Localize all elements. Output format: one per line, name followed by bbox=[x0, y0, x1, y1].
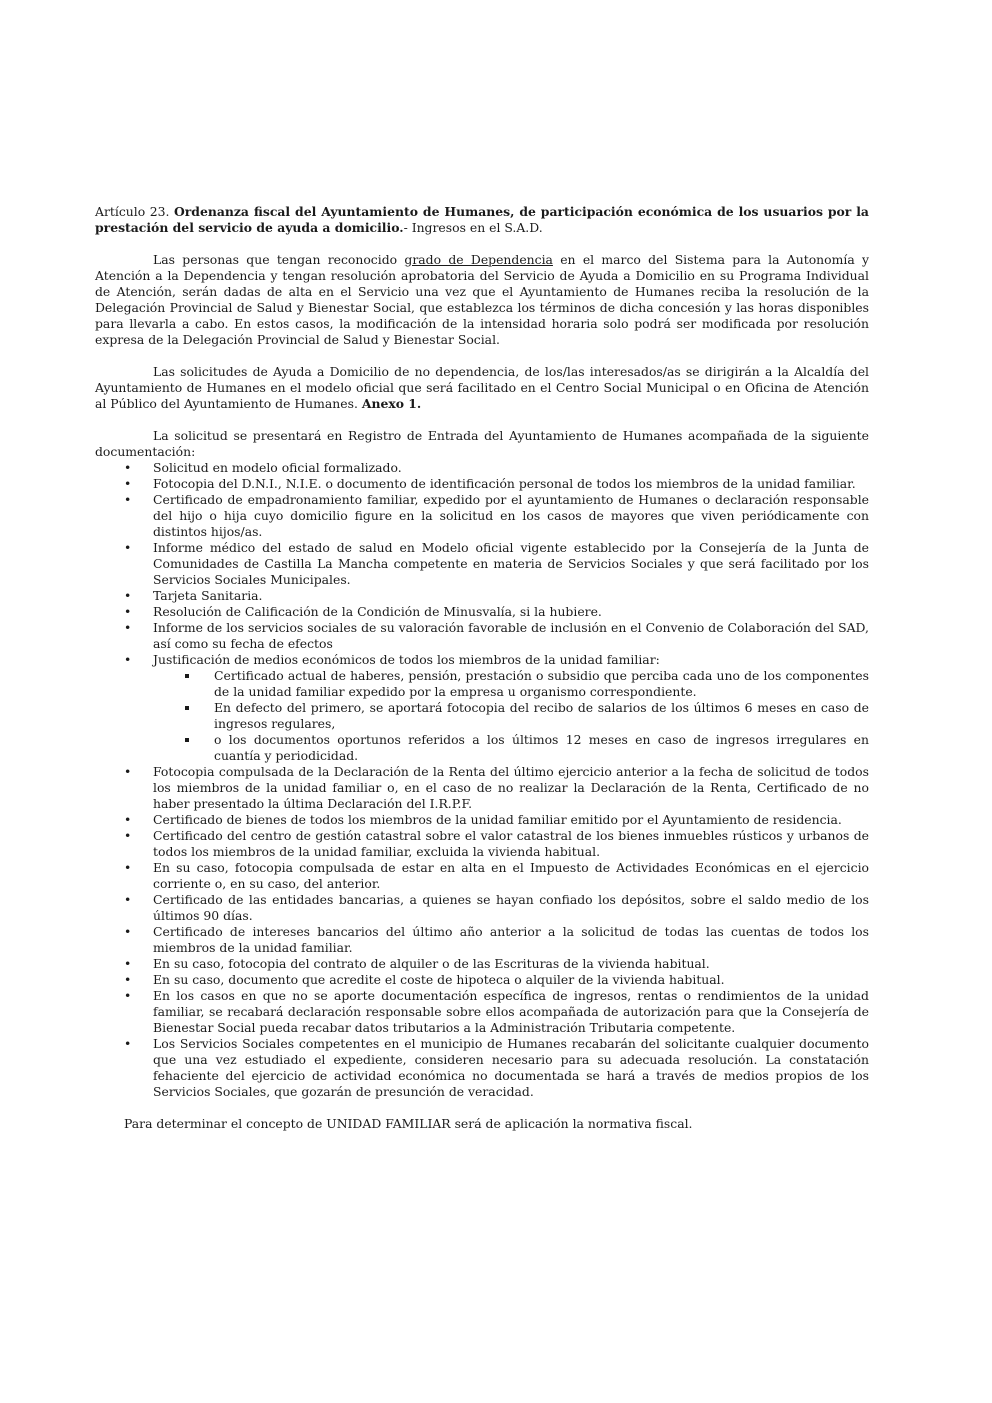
sub-list-item bbox=[153, 732, 869, 764]
list-item bbox=[95, 764, 869, 812]
list-item-text: Tarjeta Sanitaria. bbox=[153, 588, 263, 603]
list-item-text: Informe de los servicios sociales de su valoración favorable de inclusión en el Convenio de Colaboración del SAD, así como su fecha de efectos bbox=[153, 620, 869, 651]
paragraph-dependency-start: Las personas que tengan reconocido bbox=[153, 252, 405, 267]
sub-list-item bbox=[153, 700, 869, 732]
list-item bbox=[95, 892, 869, 924]
list-item-text: En su caso, fotocopia compulsada de estar en alta en el Impuesto de Actividades Económicas en el ejercicio corriente o, en su caso, del anterior. bbox=[153, 860, 869, 891]
list-item bbox=[95, 860, 869, 892]
bullet-icon: • bbox=[124, 476, 132, 491]
documentation-list bbox=[95, 460, 869, 1100]
list-item bbox=[95, 604, 869, 620]
bullet-icon: • bbox=[124, 540, 132, 555]
list-item-text: Certificado de intereses bancarios del último año anterior a la solicitud de todas las cuentas de todos los miembros de la unidad familiar. bbox=[153, 924, 869, 955]
list-item-text: Solicitud en modelo oficial formalizado. bbox=[153, 460, 402, 475]
bullet-icon: • bbox=[124, 604, 132, 619]
list-item-text: En su caso, documento que acredite el coste de hipoteca o alquiler de la vivienda habitual. bbox=[153, 972, 725, 987]
bullet-icon: • bbox=[124, 956, 132, 971]
paragraph-non-dependency bbox=[95, 364, 869, 412]
article-title-suffix: - Ingresos en el S.A.D. bbox=[403, 220, 543, 235]
list-item-text: Certificado de las entidades bancarias, a quienes se hayan confiado los depósitos, sobre el saldo medio de los últimos 90 días. bbox=[153, 892, 869, 923]
list-item bbox=[95, 956, 869, 972]
list-item-text: Fotocopia del D.N.I., N.I.E. o documento de identificación personal de todos los miembros de la unidad familiar. bbox=[153, 476, 856, 491]
list-item-text: Resolución de Calificación de la Condición de Minusvalía, si la hubiere. bbox=[153, 604, 602, 619]
list-item-text: En su caso, fotocopia del contrato de alquiler o de las Escrituras de la vivienda habitual. bbox=[153, 956, 710, 971]
list-item bbox=[95, 972, 869, 988]
list-item-text: Informe médico del estado de salud en Modelo oficial vigente establecido por la Consejería de la Junta de Comunidades de Castilla La Mancha competente en materia de Servicios Sociales y que será facilitado por los Servicios Sociales Municipales. bbox=[153, 540, 869, 587]
bullet-icon: • bbox=[124, 588, 132, 603]
sub-list-item-text: En defecto del primero, se aportará fotocopia del recibo de salarios de los últimos 6 meses en caso de ingresos regulares, bbox=[214, 700, 869, 731]
bullet-icon: • bbox=[124, 620, 132, 635]
bullet-icon: • bbox=[124, 460, 132, 475]
bullet-icon: • bbox=[124, 828, 132, 843]
list-item-income bbox=[95, 652, 869, 764]
list-item bbox=[95, 588, 869, 604]
list-item bbox=[95, 988, 869, 1036]
square-bullet-icon bbox=[185, 738, 189, 742]
bullet-icon: • bbox=[124, 812, 132, 827]
bullet-icon: • bbox=[124, 652, 132, 667]
list-item bbox=[95, 476, 869, 492]
list-item-text: Certificado de bienes de todos los miembros de la unidad familiar emitido por el Ayuntamiento de residencia. bbox=[153, 812, 842, 827]
article-number: Artículo 23. bbox=[95, 204, 170, 219]
bullet-icon: • bbox=[124, 860, 132, 875]
closing-paragraph: Para determinar el concepto de UNIDAD FAMILIAR será de aplicación la normativa fiscal. bbox=[124, 1116, 693, 1131]
list-item-text: Los Servicios Sociales competentes en el municipio de Humanes recabarán del solicitante cualquier documento que una vez estudiado el expediente, consideren necesario para su adecuada resolución. La constatación fehaciente del ejercicio de actividad económica no documentada se hará a través de medios propios de los Servicios Sociales, que gozarán de presunción de veracidad. bbox=[153, 1036, 869, 1099]
annex-reference: Anexo 1. bbox=[361, 396, 422, 411]
square-bullet-icon bbox=[185, 706, 189, 710]
article-title: Ordenanza fiscal del Ayuntamiento de Humanes, de participación económica de los usuarios por la prestación del servicio de ayuda a domicilio. bbox=[95, 204, 869, 235]
bullet-icon: • bbox=[124, 492, 132, 507]
document-page bbox=[95, 204, 869, 1132]
paragraph-dependency-rest: en el marco del Sistema para la Autonomía y Atención a la Dependencia y tengan resolución aprobatoria del Servicio de Ayuda a Domicilio en su Programa Individual de Atención, serán dadas de alta en el Servicio una vez que el Ayuntamiento de Humanes reciba la resolución de la Delegación Provincial de Salud y Bienestar Social, que establezca los términos de dicha concesión y las horas disponibles para llevarla a cabo. En estos casos, la modificación de la intensidad horaria solo podrá ser modificada por resolución expresa de la Delegación Provincial de Salud y Bienestar Social. bbox=[95, 252, 870, 347]
list-item bbox=[95, 812, 869, 828]
sub-list-item-text: o los documentos oportunos referidos a los últimos 12 meses en caso de ingresos irregulares en cuantía y periodicidad. bbox=[214, 732, 869, 763]
paragraph-non-dependency-text: Las solicitudes de Ayuda a Domicilio de no dependencia, de los/las interesados/as se dirigirán a la Alcaldía del Ayuntamiento de Humanes en el modelo oficial que será facilitado en el Centro Social Municipal o en Oficina de Atención al Público del Ayuntamiento de Humanes. bbox=[95, 364, 869, 411]
list-item-text: Justificación de medios económicos de todos los miembros de la unidad familiar: bbox=[153, 652, 660, 667]
list-item-text: Certificado de empadronamiento familiar, expedido por el ayuntamiento de Humanes o declaración responsable del hijo o hija cuyo domicilio figure en la solicitud en los casos de mayores que viven periódicamente con distintos hijos/as. bbox=[153, 492, 869, 539]
article-heading bbox=[95, 204, 869, 236]
list-item bbox=[95, 924, 869, 956]
income-sublist bbox=[153, 668, 869, 764]
list-item bbox=[95, 460, 869, 476]
sub-list-item-text: Certificado actual de haberes, pensión, prestación o subsidio que perciba cada uno de los componentes de la unidad familiar expedido por la empresa u organismo correspondiente. bbox=[214, 668, 869, 699]
list-item bbox=[95, 828, 869, 860]
list-item bbox=[95, 620, 869, 652]
bullet-icon: • bbox=[124, 1036, 132, 1051]
grado-dependencia-term: grado de Dependencia bbox=[404, 252, 553, 267]
sub-list-item bbox=[153, 668, 869, 700]
list-item bbox=[95, 540, 869, 588]
bullet-icon: • bbox=[124, 892, 132, 907]
paragraph-documentation-intro: La solicitud se presentará en Registro de Entrada del Ayuntamiento de Humanes acompañada de la siguiente documentación: bbox=[95, 428, 869, 459]
bullet-icon: • bbox=[124, 924, 132, 939]
list-item-text: Certificado del centro de gestión catastral sobre el valor catastral de los bienes inmuebles rústicos y urbanos de todos los miembros de la unidad familiar, excluida la vivienda habitual. bbox=[153, 828, 869, 859]
bullet-icon: • bbox=[124, 764, 132, 779]
square-bullet-icon bbox=[185, 674, 189, 678]
bullet-icon: • bbox=[124, 972, 132, 987]
paragraph-dependency bbox=[95, 252, 869, 348]
list-item bbox=[95, 492, 869, 540]
list-item bbox=[95, 1036, 869, 1100]
list-item-text: Fotocopia compulsada de la Declaración de la Renta del último ejercicio anterior a la fecha de solicitud de todos los miembros de la unidad familiar o, en el caso de no realizar la Declaración de la Renta, Certificado de no haber presentado la última Declaración del I.R.P.F. bbox=[153, 764, 869, 811]
bullet-icon: • bbox=[124, 988, 132, 1003]
list-item-text: En los casos en que no se aporte documentación específica de ingresos, rentas o rendimientos de la unidad familiar, se recabará declaración responsable sobre ellos acompañada de autorización para que la Consejería de Bienestar Social pueda recabar datos tributarios a la Administración Tributaria competente. bbox=[153, 988, 869, 1035]
